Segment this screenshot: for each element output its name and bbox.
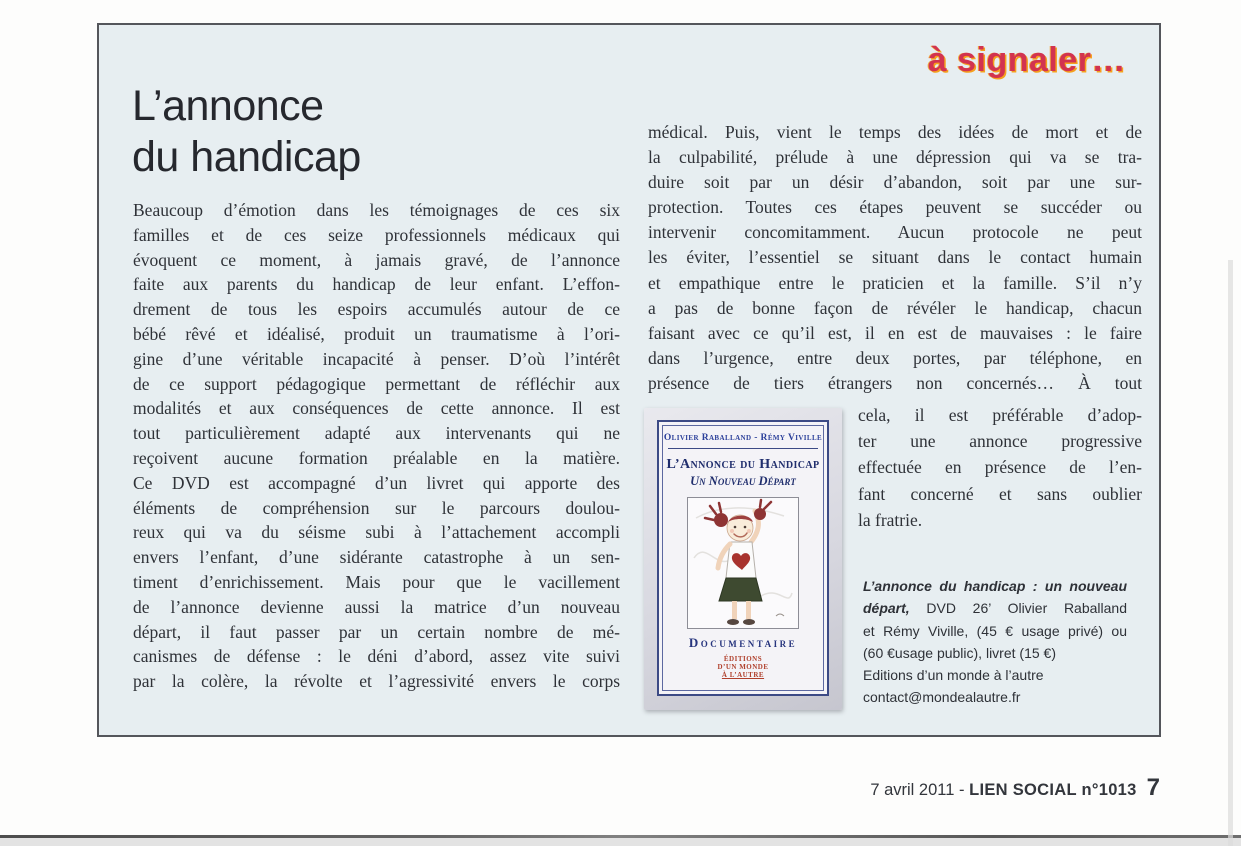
article-title-line2: du handicap [132, 133, 361, 181]
text-line: évoquent ce moment, à jamais gravé, de l’annonce [133, 249, 620, 270]
dvd-rule [668, 448, 818, 449]
caption-title-part2: départ, [863, 600, 910, 617]
text-line: bébé rêvé et idéalisé, produit un traumatisme à l’ori- [133, 323, 620, 344]
text-line: de l’annonce devienne aussi la matrice d’un nouveau [133, 596, 620, 617]
page-footer [870, 774, 1160, 802]
text-line: par la colère, la révolte et l’agressivité envers le corps [133, 671, 620, 692]
publisher-logo [659, 655, 827, 679]
text-line: éléments de compréhension sur le parcours doulou- [133, 497, 620, 518]
footer-page-number: 7 [1146, 774, 1160, 801]
text-line: dans l’urgence, entre deux portes, par téléphone, en [648, 347, 1142, 368]
text-line: la culpabilité, prélude à une dépression qui va se tra- [648, 147, 1142, 168]
article-title [132, 81, 361, 183]
caption-title-part1: L’annonce du handicap : un nouveau [863, 578, 1127, 594]
dvd-subtitle: Un Nouveau Départ [690, 474, 796, 488]
text-line: familles et de ces seize professionnels médicaux qui [133, 224, 620, 245]
text-line: a pas de bonne façon de révéler le handicap, chacun [648, 297, 1142, 318]
text-line: faite aux parents du handicap de leur enfant. L’effon- [133, 274, 620, 295]
text-line-last: la fratrie. [858, 509, 923, 530]
text-line: duire soit par un désir d’abandon, soit par une sur- [648, 172, 1142, 193]
text-line: timent d’enrichissement. Mais pour que le vacillement [133, 571, 620, 592]
publisher-line1: ÉDITIONS [723, 655, 763, 663]
text-line: envers l’enfant, d’une sidérante catastrophe à un sen- [133, 547, 620, 568]
text-line: intervenir concomitamment. Aucun protocole ne peut [648, 222, 1142, 243]
dvd-cover-inner [657, 420, 829, 696]
text-line: fant concerné et sans oublier [858, 483, 1142, 504]
caption-price-line1: et Rémy Viville, (45 € usage privé) ou [863, 622, 1127, 639]
footer-date: 7 avril 2011 - [870, 781, 970, 799]
dvd-cover [644, 408, 842, 710]
publisher-line3: À L’AUTRE [721, 671, 765, 679]
caption-contact-email: contact@mondealautre.fr [863, 689, 1021, 706]
dvd-caption [863, 575, 1127, 709]
right-text-column [648, 120, 1142, 396]
text-line: ter une annonce progressive [858, 431, 1142, 452]
wrap-lines [858, 402, 1142, 507]
text-line: effectuée en présence de l’en- [858, 457, 1142, 478]
dvd-authors: Olivier Raballand - Rémy Viville [663, 433, 823, 443]
text-line: présence de tiers étrangers non concernés… À tout [648, 372, 1142, 393]
publisher-line2: D’UN MONDE [717, 663, 769, 671]
text-line: départ, il faut passer par un certain nombre de mé- [133, 621, 620, 642]
article-panel [97, 23, 1161, 737]
left-text-column [133, 198, 620, 694]
dvd-illustration [687, 497, 799, 629]
text-line: les éviter, l’essentiel se situant dans le contact humain [648, 247, 1142, 268]
caption-credits: DVD 26’ Olivier Raballand [909, 600, 1127, 617]
text-line: drement de tous les espoirs accumulés autour de ce [133, 299, 620, 320]
text-line: gine d’une véritable incapacité à penser. D’où l’intérêt [133, 348, 620, 369]
text-line: reçoivent aucune formation préalable en la matière. [133, 447, 620, 468]
text-line: reux qui va du séisme subi à l’attachement accompli [133, 522, 620, 543]
text-line: médical. Puis, vient le temps des idées de mort et de [648, 122, 1142, 142]
text-line: de ce support pédagogique permettant de réfléchir aux [133, 373, 620, 394]
text-line: et empathique entre le praticien et la famille. S’il n’y [648, 272, 1142, 293]
text-line: modalités et aux conséquences de cette annonce. Il est [133, 398, 620, 419]
text-line: canismes de défense : le déni d’abord, assez vite suivi [133, 646, 620, 667]
text-line: faisant avec ce qu’il est, il en est de mauvaises : le faire [648, 322, 1142, 343]
section-label: à signaler… [927, 41, 1126, 79]
footer-magazine-name: LIEN SOCIAL n°1013 [969, 781, 1137, 799]
dvd-genre: Documentaire [688, 635, 798, 650]
text-line: Ce DVD est accompagné d’un livret qui apporte des [133, 472, 620, 493]
text-line: cela, il est préférable d’adop- [858, 405, 1142, 425]
text-line: tout particulièrement adapté aux intervenants qui ne [133, 423, 620, 444]
caption-price-line2: (60 €usage public), livret (15 €) [863, 644, 1056, 661]
caption-publisher: Editions d’un monde à l’autre [863, 667, 1044, 684]
wrap-text-column [858, 402, 1142, 533]
child-drawing-svg [688, 498, 798, 628]
scan-right-shadow [1228, 260, 1233, 846]
article-title-line1: L’annonce [132, 82, 324, 130]
scan-edge-shadow [0, 838, 1241, 846]
text-line: protection. Toutes ces étapes peuvent se succéder ou [648, 197, 1142, 218]
text-line: Beaucoup d’émotion dans les témoignages de ces six [133, 200, 620, 220]
dvd-title: L’Annonce du Handicap [666, 457, 820, 472]
